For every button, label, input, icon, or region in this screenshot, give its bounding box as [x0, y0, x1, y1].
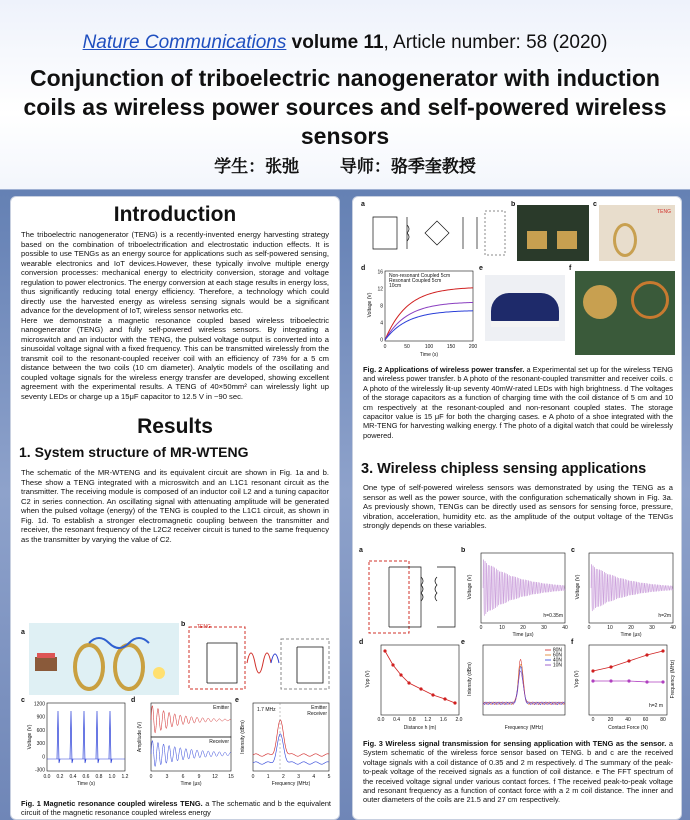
fig2d-curve-nonresonant-5cm	[385, 311, 473, 340]
fig1c-chart	[25, 699, 129, 787]
fig1e-xlabel: Frequency (MHz)	[271, 781, 311, 787]
led-bulb	[153, 667, 165, 679]
fig1e-legend-receiver: Receiver	[307, 711, 327, 717]
fig2d-xtick-2: 100	[424, 344, 434, 350]
fig2d-chart	[365, 267, 477, 359]
fig1c-xtick-2: 0.4	[69, 774, 77, 780]
fig2c-coil	[613, 223, 637, 257]
journal-line	[0, 32, 690, 54]
results-heading: Results	[137, 415, 213, 438]
fig1c-ytick-5: -300	[34, 767, 45, 774]
fig3f-freq-point-1	[609, 679, 612, 682]
fig3-caption-text: a System schematic of the wireless force sensor based on TENG. b and c are the received voltage signals with a coil distance of 0.35 and 2 m respectively. d The summary of the peak-to-peak voltage of the received signals as a function of coil distance. e The FFT spectrum of the received voltage signal under various contact forces. f The received peak-to-peak voltage and resonant frequency as a function of contact force with a 2 m coil distance. The inner and outer diameters of the coils are 21.5 and 27 cm respectively.	[363, 739, 673, 805]
fig1e-xtick-2: 2	[282, 774, 285, 780]
fig3-label-b: b	[461, 547, 466, 554]
fig3-label-f: f	[571, 639, 574, 646]
fig1-label-a: a	[21, 629, 25, 636]
fig2-caption	[353, 365, 683, 440]
blue-wave	[271, 654, 279, 663]
article-number: , Article number: 58 (2020)	[383, 32, 608, 53]
fig3c-xtick-3: 30	[649, 625, 655, 631]
teng-block	[35, 657, 57, 671]
fig3f-ylabel-left: Vpp (V)	[574, 670, 580, 688]
fig3b-chart	[465, 549, 569, 637]
fig1e-legend-emitter: Emitter	[311, 705, 327, 711]
fig3d-chart	[363, 641, 463, 733]
fig3e-ylabel: Intensity (dBm)	[467, 662, 473, 696]
fig3d-xtick-2: 0.8	[408, 717, 416, 723]
fig2a-circuit	[367, 205, 507, 259]
fig3f-freq-point-4	[661, 680, 664, 683]
fig2e-sole	[491, 321, 559, 327]
fig3-label-a: a	[359, 547, 363, 554]
fig1e-xtick-1: 1	[266, 774, 270, 780]
fig2d-xtick-3: 150	[446, 344, 456, 350]
fig1e-xtick-0: 0	[251, 774, 255, 780]
fig1d-legend-emitter: Emitter	[213, 705, 229, 711]
fig3f-vpp-point-1	[609, 665, 612, 668]
fig3b-ylabel: Voltage (V)	[467, 574, 473, 600]
fig2c-teng-tag: TENG	[657, 209, 671, 215]
fig1-caption	[11, 799, 341, 818]
fig2d-ytick-0: 16	[377, 269, 383, 276]
wireless-paragraph-1: One type of self-powered wireless sensors was demonstrated by using the TENG as a sensor as well as the power source, with the configuration schematically shown in Fig. 3a. As previously shown, TENGs can be directly used as sensors for sensing force, pressure, vibration, acceleration, humidity etc. as the amplitude of the output voltage of the TENGs strongly depends on these variables.	[363, 483, 673, 530]
fig2d-xtick-4: 200	[468, 344, 477, 350]
fig1-label-e: e	[235, 697, 239, 704]
fig1c-pulse-0	[57, 711, 60, 763]
fig3b-xtick-1: 10	[499, 625, 505, 631]
fig3d-point-7	[453, 701, 456, 704]
poster-header	[0, 0, 690, 190]
fig1-caption-text: a The schematic and b the equivalent circuit of the magnetic resonance coupled wireless energy	[21, 799, 331, 818]
fig2c-photo	[599, 205, 675, 261]
fig1d-xtick-5: 15	[228, 774, 234, 780]
fig3d-ylabel: Vpp (V)	[365, 670, 371, 688]
student-name: 学生：张弛	[214, 157, 300, 176]
fig1c-pulse-2	[83, 711, 86, 763]
fig3f-freq-point-0	[591, 679, 594, 682]
fig3e-chart	[465, 641, 569, 733]
fig3f-ylabel-right: Frequency (MHz)	[670, 659, 676, 699]
fig2d-xtick-0: 0	[383, 344, 387, 350]
fig3f-vpp-point-0	[591, 669, 594, 672]
fig3f-freq-point-3	[645, 680, 648, 683]
fig2a-teng-loop	[373, 217, 397, 249]
fig1d-xtick-4: 12	[212, 774, 218, 780]
fig3c-xtick-2: 20	[628, 625, 634, 631]
fig3d-xtick-3: 1.2	[424, 717, 432, 723]
fig3-caption	[353, 739, 683, 805]
fig1d-xtick-1: 3	[165, 774, 169, 780]
fig3d-xtick-1: 0.4	[393, 717, 401, 723]
fig3d-line	[385, 651, 455, 703]
fig3d-point-4	[419, 687, 422, 690]
fig2a-capacitor	[463, 217, 477, 249]
right-column	[352, 196, 682, 820]
fig3d-xlabel: Distance h (m)	[403, 725, 437, 731]
fig3f-annotation: h=2 m	[648, 703, 663, 709]
fig1c-ytick-4: 0	[42, 754, 45, 761]
fig1d-xtick-2: 6	[181, 774, 185, 780]
fig1d-xtick-3: 9	[197, 774, 201, 780]
fig2d-xlabel: Time (s)	[419, 352, 439, 358]
fig3f-xtick-4: 80	[660, 717, 666, 723]
fig3c-xlabel: Time (μs)	[620, 632, 642, 637]
fig2d-ytick-1: 12	[377, 286, 383, 293]
fig3f-vpp-point-2	[627, 659, 630, 662]
fig3f-xlabel: Contact Force (N)	[608, 725, 648, 731]
fig2d-xtick-1: 50	[404, 344, 410, 350]
fig2d-ytick-4: 0	[380, 337, 383, 344]
fig3f-chart	[573, 641, 677, 733]
fig1e-ylabel: Intensity (dBm)	[240, 720, 246, 754]
fig3-label-e: e	[461, 639, 465, 646]
fig3b-xtick-0: 0	[479, 625, 483, 631]
fig3b-signal	[483, 560, 565, 616]
fig1c-xtick-3: 0.6	[82, 774, 90, 780]
fig1c-ytick-0: 1200	[33, 701, 45, 708]
fig2d-curve-10cm	[385, 302, 473, 340]
fig3d-xtick-0: 0.0	[377, 717, 385, 723]
fig1e-xtick-3: 3	[297, 774, 300, 780]
fig3-caption-bold: Fig. 3 Wireless signal transmission for sensing application with TENG as the sensor.	[363, 739, 667, 748]
fig3d-point-0	[383, 649, 386, 652]
fig2a-load-box	[485, 211, 505, 255]
fig2-label-d: d	[361, 265, 366, 272]
fig2-caption-text: a Experimental set up for the wireless TENG and wireless power transfer. b A photo of the resonant-coupled transmitter and receiver coils. c A photo of the wirelessly lit-up seventy 40mW-rated LEDs with high brightness. d The voltages of the storage capacitors as a function of charging time with the coil distance of 5 cm and 10 cm respectively at the resonant-coupled and non-resonant coupled states. The storage capacitor value is 15 μF for both the charging cases. e A photo of a shoe integrated with the MR-TENG for harvesting walking energy. f The photo of a digital watch that could be wirelessly powered.	[363, 365, 673, 440]
fig1c-xtick-1: 0.2	[56, 774, 64, 780]
fig3b-xtick-2: 20	[520, 625, 526, 631]
fig1e-xtick-4: 4	[312, 774, 316, 780]
left-column	[10, 196, 340, 820]
journal-link[interactable]: Nature Communications	[82, 32, 287, 53]
fig1e-emitter-spectrum	[253, 720, 329, 756]
fig2d-legend-0: Non-resonant Coupled 5cm	[389, 273, 451, 279]
fig1b-circuit	[187, 623, 331, 695]
fig2f-watch-photo	[575, 271, 675, 355]
fig1d-ylabel: Amplitude (V)	[137, 721, 143, 753]
fig1c-ytick-1: 900	[36, 714, 45, 721]
authors-line	[0, 152, 690, 177]
intro-paragraph-2: Here we demonstrate a magnetic resonance coupled based wireless triboelectric nanogenerator (TENG) and fully self-powered wireless sensors. By integrating a microswitch and an inductor with the TENG, the pulsed voltage output is converted into a sinusoidal voltage signal with a fixed frequency. This can be transmitted wirelessly from the transmit coil to the resonant-coupled receiver coil with an efficiency of 73% for a 5 cm distance between the two coils (10 cm diameter). Analytic models of the oscillating and coupled voltage signals for the wireless energy transfer are developed, showing excellent agreement with the experimental results. A TENG of 40×50mm² can wirelessly light up seventy LEDs or charge up a 15μF capacitor to 12.5 V in ~90 sec.	[21, 315, 329, 401]
fig3a-loop	[389, 567, 421, 627]
fig2d-ytick-2: 8	[380, 303, 383, 310]
fig3d-point-2	[399, 673, 402, 676]
fig3e-legend-3: 10N	[552, 662, 562, 669]
figure-1	[21, 621, 331, 791]
fig3-label-c: c	[571, 547, 575, 554]
fig3d-point-1	[391, 663, 394, 666]
fig1d-chart	[135, 699, 235, 787]
fig3f-xtick-3: 60	[642, 717, 649, 723]
fig2-label-f: f	[569, 265, 572, 272]
fig2f-watch	[583, 285, 617, 319]
fig2-label-c: c	[593, 201, 597, 208]
fig1c-pulse-3	[96, 711, 99, 763]
fig3e-legend-1: 60N	[552, 652, 562, 659]
fig3d-frame	[381, 645, 459, 715]
fig3b-annotation: h=0.35m	[543, 613, 563, 619]
fig2d-legend-2: 10cm	[389, 283, 402, 289]
fig1c-ytick-2: 600	[36, 727, 45, 734]
fig1e-receiver-spectrum	[253, 734, 329, 764]
fig2d-ylabel: Voltage (V)	[367, 292, 373, 318]
fig3d-xtick-4: 1.6	[439, 717, 447, 723]
advisor-name: 导师：骆季奎教授	[339, 157, 476, 176]
fig1c-pulse-4	[109, 711, 112, 763]
fig3c-xtick-0: 0	[587, 625, 591, 631]
journal-volume: volume 11	[291, 32, 384, 53]
fig1c-xtick-0: 0.0	[43, 774, 51, 780]
fig3f-vpp-point-4	[661, 649, 664, 652]
fig1e-xtick-5: 5	[327, 774, 331, 780]
fig1c-xtick-6: 1.2	[121, 774, 129, 780]
results-paragraph-1: The schematic of the MR-WTENG and its equivalent circuit are shown in Fig. 1a and b. These show a TENG integrated with a microswitch and an L1C1 resonant circuit as the transmitter. The receiving module is composed of an inductor coil L2 and a tuning capacitor C2 in series connection. An oscillating signal with attenuating amplitude will be generated when the pulsed voltage (energy) of the TENG is coupled to the L1C1 circuit, as shown in Fig. 1d. To establish a stronger electromagnetic coupling between the transmitter and receiver, the resonant frequency of the L2C2 receiver circuit is tuned to the same frequency as the transmitter by varying the value of C2.	[21, 468, 329, 544]
fig1-caption-bold: Fig. 1 Magnetic resonance coupled wireless TENG.	[21, 799, 203, 808]
fig1d-legend-receiver: Receiver	[209, 739, 229, 745]
fig2-label-b: b	[511, 201, 516, 208]
fig2-label-a: a	[361, 201, 365, 208]
teng-layer	[37, 653, 55, 658]
red-wave	[247, 653, 271, 673]
fig1c-ytick-3: 300	[36, 741, 45, 748]
intro-heading: Introduction	[113, 203, 237, 226]
fig1c-xtick-5: 1.0	[108, 774, 116, 780]
fig2f-coil	[631, 281, 669, 319]
fig1c-xtick-4: 0.8	[95, 774, 103, 780]
poster-title: Conjunction of triboelectric nanogenerator with induction coils as wireless power sources and self-powered wireless sensors	[23, 65, 667, 149]
fig3e-legend-2: 40N	[552, 657, 562, 664]
fig3a-circuit	[365, 551, 459, 637]
fig3d-point-3	[407, 681, 410, 684]
fig1c-xlabel: Time (s)	[76, 781, 96, 787]
fig2b-coil-1	[527, 231, 547, 249]
fig1-label-c: c	[21, 697, 25, 704]
fig2b-coil-2	[557, 231, 577, 249]
fig2a-coil	[407, 217, 409, 249]
fig2b-photo	[517, 205, 589, 261]
fig3f-xtick-1: 20	[607, 717, 614, 723]
receiver-dash-box	[281, 639, 329, 689]
fig1-label-b: b	[181, 621, 186, 628]
fig3e-legend-0: 80N	[552, 647, 562, 654]
fig3c-xtick-4: 40	[670, 625, 676, 631]
fig3d-point-5	[431, 693, 434, 696]
fig1b-teng-label: TENG	[197, 624, 211, 630]
fig3c-chart	[573, 549, 677, 637]
fig3b-xlabel: Time (μs)	[512, 632, 534, 637]
section-1-heading: 1. System structure of MR-WTENG	[19, 444, 249, 460]
fig3f-xtick-2: 40	[625, 717, 631, 723]
fig2e-shoe-photo	[485, 275, 565, 341]
fig1c-pulse-1	[70, 711, 73, 763]
fig2-label-e: e	[479, 265, 483, 272]
fig2a-rectifier	[425, 221, 449, 245]
transmit-loop	[207, 643, 237, 683]
section-3-heading: 3. Wireless chipless sensing applications	[361, 461, 647, 477]
fig1e-annotation: 1.7 MHz	[257, 707, 276, 713]
fig1-label-d: d	[131, 697, 136, 704]
fig2d-ytick-3: 4	[380, 320, 383, 327]
figure-3	[359, 547, 677, 735]
fig2-caption-bold: Fig. 2 Applications of wireless power transfer.	[363, 365, 525, 374]
fig3a-rx-loop	[437, 567, 455, 627]
fig3c-ylabel: Voltage (V)	[575, 574, 581, 600]
fig1d-xlabel: Time (μs)	[180, 781, 202, 787]
fig1c-ylabel: Voltage (V)	[27, 724, 33, 750]
fig3f-xtick-0: 0	[591, 717, 595, 723]
fig3f-freq-point-2	[627, 679, 630, 682]
fig1e-chart	[239, 699, 331, 787]
fig1a-schematic	[29, 623, 179, 695]
receiver-loop	[297, 647, 323, 683]
fig3a-coil-2	[435, 577, 437, 601]
figure-2	[361, 201, 675, 361]
fig3f-vpp-point-3	[645, 653, 648, 656]
intro-paragraph-1: The triboelectric nanogenerator (TENG) is a recently-invented energy harvesting strategy based on the combination of triboelectrification and electrostatic induction effects. It is possible to use TENGs as an energy source for applications such as self-powered sensing, wearable electronics and IoT devices.However, these typically involve multiple energy conversion processes: mechanical energy to electricity conversion, storage and voltage regulation to power electronics. The energy conversion at each stage results in energy loss, thus significantly reducing total energy efficiency. Therefore, a technology which could directly use the harvested energy as wireless sensing signals would be a significant advance for the development of IoT, wireless sensor networks etc.	[21, 230, 329, 315]
fig3e-xlabel: Frequency (MHz)	[504, 725, 544, 731]
fig3d-point-6	[443, 697, 446, 700]
fig3d-xtick-5: 2.0	[455, 717, 463, 723]
fig3c-annotation: h=2m	[658, 613, 671, 619]
fig3-label-d: d	[359, 639, 364, 646]
fig1d-xtick-0: 0	[149, 774, 153, 780]
fig3b-xtick-3: 30	[541, 625, 547, 631]
fig2d-legend-1: Resonant Coupled 5cm	[389, 278, 442, 284]
fig3c-xtick-1: 10	[607, 625, 613, 631]
fig3b-xtick-4: 40	[562, 625, 568, 631]
fig3c-signal	[591, 564, 673, 611]
